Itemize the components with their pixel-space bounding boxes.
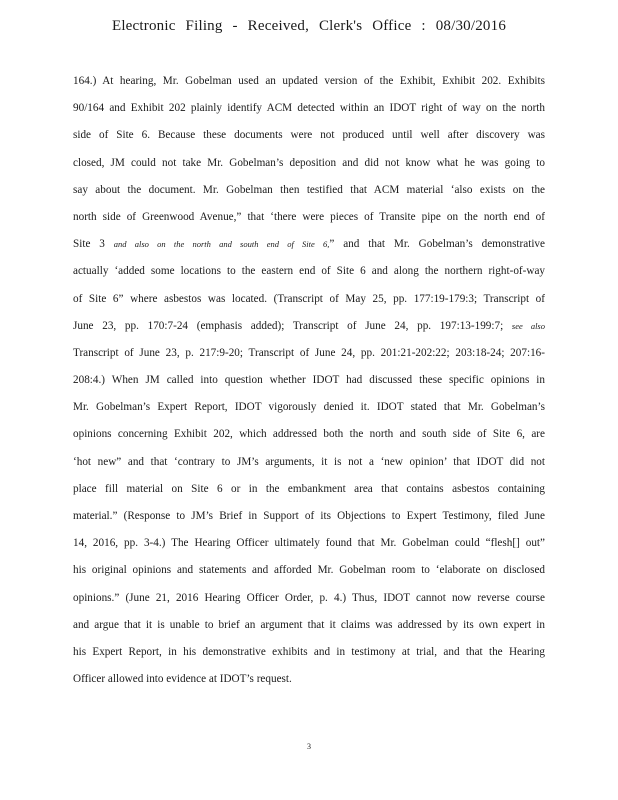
- body-line: say about the document. Mr. Gobelman then testified that ACM material ‘also exists on the: [73, 183, 545, 196]
- body-line: ‘hot new” and that ‘contrary to JM’s arguments, it is not a ‘new opinion’ that IDOT did not: [73, 455, 545, 468]
- emphasized-text: and also on the north and south end of Site 6,: [113, 239, 330, 250]
- see-also-signal: see also: [511, 320, 545, 331]
- body-line: 90/164 and Exhibit 202 plainly identify ACM detected within an IDOT right of way on the north: [73, 102, 545, 115]
- page-number: 3: [307, 742, 311, 751]
- body-line-see-also: [73, 313, 545, 340]
- document-body: [73, 68, 545, 693]
- body-line: closed, JM could not take Mr. Gobelman’s deposition and did not know what he was going to: [73, 156, 545, 169]
- body-line-final: Officer allowed into evidence at IDOT’s request.: [73, 673, 292, 686]
- body-line: material.” (Response to JM’s Brief in Support of its Objections to Expert Testimony, filed June: [73, 510, 545, 522]
- body-line: opinions.” (June 21, 2016 Hearing Officer Order, p. 4.) Thus, IDOT cannot now reverse course: [73, 591, 545, 604]
- body-line: his original opinions and statements and afforded Mr. Gobelman room to ‘elaborate on disclosed: [73, 564, 545, 577]
- body-line: side of Site 6. Because these documents were not produced until well after discovery was: [73, 129, 545, 142]
- filing-stamp-header: Electronic Filing - Received, Clerk's Office : 08/30/2016: [111, 18, 507, 34]
- body-line: 14, 2016, pp. 3-4.) The Hearing Officer ultimately found that Mr. Gobelman could “flesh[] out”: [73, 537, 545, 550]
- body-line: north side of Greenwood Avenue,” that ‘there were pieces of Transite pipe on the north end of: [73, 210, 545, 223]
- body-line: place fill material on Site 6 or in the embankment area that contains asbestos containing: [73, 482, 545, 495]
- body-line: 164.) At hearing, Mr. Gobelman used an updated version of the Exhibit, Exhibit 202. Exhibits: [73, 75, 545, 87]
- body-text-segment: Site 3: [73, 238, 105, 251]
- body-line: and argue that it is unable to brief an argument that it claims was addressed by its own expert in: [73, 618, 545, 631]
- body-text-segment: June 23, pp. 170:7-24 (emphasis added); Transcript of June 24, pp. 197:13-199:7;: [73, 319, 504, 332]
- body-line: 208:4.) When JM called into question whether IDOT had discussed these specific opinions in: [73, 374, 545, 387]
- body-line: Transcript of June 23, p. 217:9-20; Transcript of June 24, pp. 201:21-202:22; 203:18-24; 207:16-: [73, 346, 545, 359]
- body-line: opinions concerning Exhibit 202, which addressed both the north and south side of Site 6, are: [73, 428, 545, 441]
- body-line: his Expert Report, in his demonstrative exhibits and in testimony at trial, and that the Hearing: [73, 645, 545, 658]
- body-line: of Site 6” where asbestos was located. (Transcript of May 25, pp. 177:19-179:3; Transcript of: [73, 292, 545, 305]
- body-line-emphasis: [73, 231, 545, 258]
- body-text-segment: ” and that Mr. Gobelman’s demonstrative: [329, 238, 545, 251]
- body-line: actually ‘added some locations to the eastern end of Site 6 and along the northern right-of-way: [73, 265, 545, 278]
- body-line: Mr. Gobelman’s Expert Report, IDOT vigorously denied it. IDOT stated that Mr. Gobelman’s: [73, 401, 545, 414]
